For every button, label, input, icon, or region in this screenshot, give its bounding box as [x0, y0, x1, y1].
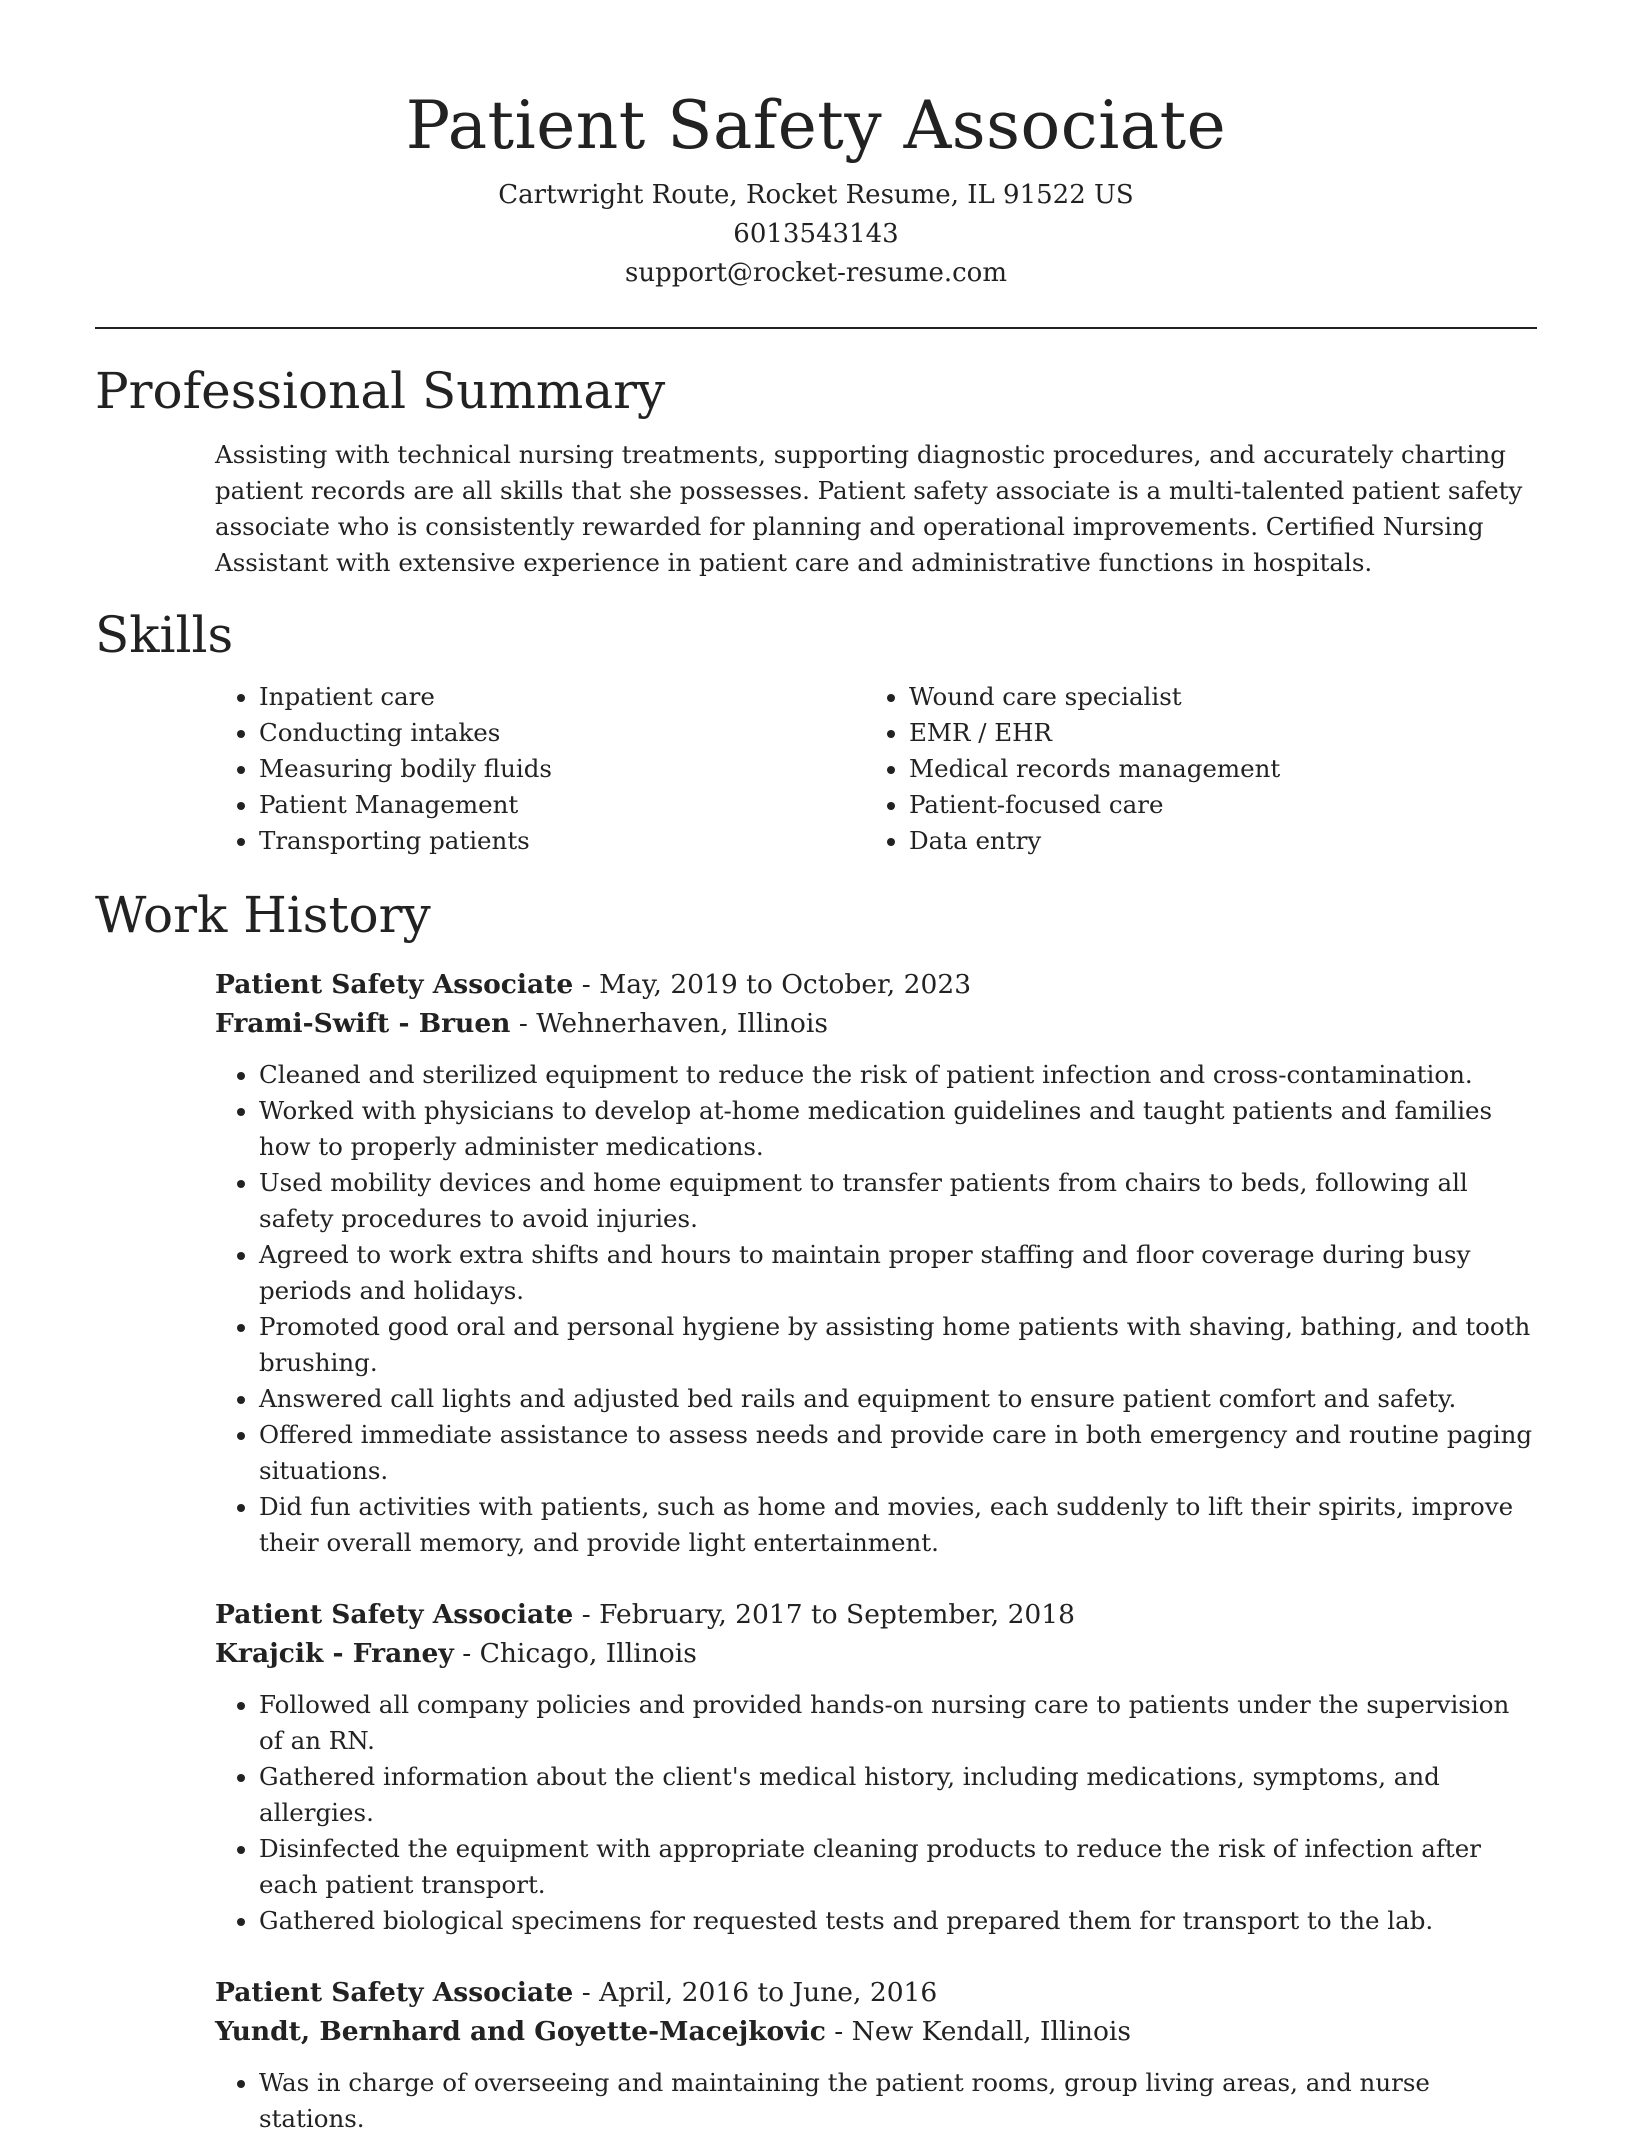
job-location: - Wehnerhaven, Illinois	[510, 1008, 828, 1039]
resume-header	[95, 0, 1537, 293]
skill-item: • Patient-focused care	[909, 787, 1280, 823]
skill-item: • EMR / EHR	[909, 715, 1280, 751]
skill-item: • Data entry	[909, 823, 1280, 859]
job-title-line	[215, 1595, 1537, 1634]
job-company-line	[215, 2012, 1537, 2051]
candidate-name: Patient Safety Associate	[405, 87, 1227, 164]
contact-info	[95, 176, 1537, 293]
header-divider	[95, 327, 1537, 329]
skill-item: • Inpatient care	[259, 679, 865, 715]
skill-item: • Wound care specialist	[909, 679, 1280, 715]
job-bullet: • Worked with physicians to develop at-home medication guidelines and taught patients and families how to properly administer medications.	[259, 1093, 1537, 1165]
job-bullet: • Disinfected the equipment with appropriate cleaning products to reduce the risk of infection after each patient transport.	[259, 1831, 1537, 1903]
job-company-line	[215, 1634, 1537, 1673]
job-bullet: • Cleaned and sterilized equipment to reduce the risk of patient infection and cross-contamination.	[259, 1057, 1537, 1093]
skill-item: • Conducting intakes	[259, 715, 865, 751]
job-bullet: • Agreed to work extra shifts and hours to maintain proper staffing and floor coverage during busy periods and holidays.	[259, 1237, 1537, 1309]
resume-page	[95, 0, 1537, 2137]
job-company: Yundt, Bernhard and Goyette-Macejkovic	[215, 2016, 826, 2047]
job-company: Krajcik - Franey	[215, 1638, 454, 1669]
contact-phone: 6013543143	[733, 219, 899, 249]
job-bullet: • Used mobility devices and home equipment to transfer patients from chairs to beds, following all safety procedures to avoid injuries.	[259, 1165, 1537, 1237]
job-role: Patient Safety Associate	[215, 1599, 574, 1630]
skill-item: • Transporting patients	[259, 823, 865, 859]
job-bullet: • Followed all company policies and provided hands-on nursing care to patients under the supervision of an RN.	[259, 1687, 1537, 1759]
job-bullet: • Gathered information about the client's medical history, including medications, symptoms, and allergies.	[259, 1759, 1537, 1831]
job-bullet: • Answered call lights and adjusted bed rails and equipment to ensure patient comfort and safety.	[259, 1381, 1537, 1417]
job-company: Frami-Swift - Bruen	[215, 1008, 511, 1039]
job-bullets	[215, 2065, 1537, 2137]
work-history-heading: Work History	[95, 886, 431, 944]
job-bullet: • Did fun activities with patients, such as home and movies, each suddenly to lift their spirits, improve their overall memory, and provide light entertainment.	[259, 1489, 1537, 1561]
job-bullets	[215, 1057, 1537, 1561]
job-bullet: • Gathered biological specimens for requested tests and prepared them for transport to the lab.	[259, 1903, 1537, 1939]
job-bullets	[215, 1687, 1537, 1939]
job-bullet: • Promoted good oral and personal hygiene by assisting home patients with shaving, bathing, and tooth brushing.	[259, 1309, 1537, 1381]
skills-list	[215, 679, 1537, 859]
summary-paragraph: Assisting with technical nursing treatments, supporting diagnostic procedures, and accurately charting patient records are all skills that she possesses. Patient safety associate is a multi-talented patient safety associate who is consistently rewarded for planning and operational improvements. Certified Nursing Assistant with extensive experience in patient care and administrative functions in hospitals.	[215, 440, 1523, 577]
skill-item: • Patient Management	[259, 787, 865, 823]
skills-heading: Skills	[95, 606, 234, 664]
skills-column-right	[865, 679, 1280, 859]
job-entry	[215, 965, 1537, 1561]
contact-address: Cartwright Route, Rocket Resume, IL 91522 US	[498, 180, 1134, 210]
job-dates: - May, 2019 to October, 2023	[573, 969, 972, 1000]
summary-heading: Professional Summary	[95, 362, 666, 420]
job-bullet: • Offered immediate assistance to assess needs and provide care in both emergency and routine paging situations.	[259, 1417, 1537, 1489]
job-role: Patient Safety Associate	[215, 1977, 574, 2008]
job-title-line	[215, 965, 1537, 1004]
job-entry	[215, 1595, 1537, 1939]
job-location: - New Kendall, Illinois	[825, 2016, 1132, 2047]
job-dates: - April, 2016 to June, 2016	[573, 1977, 938, 2008]
job-entry	[215, 1973, 1537, 2137]
skills-column-left	[215, 679, 865, 859]
job-location: - Chicago, Illinois	[453, 1638, 697, 1669]
contact-email: support@rocket-resume.com	[624, 258, 1007, 288]
job-title-line	[215, 1973, 1537, 2012]
job-bullet: • Was in charge of overseeing and maintaining the patient rooms, group living areas, and nurse stations.	[259, 2065, 1537, 2137]
skill-item: • Measuring bodily fluids	[259, 751, 865, 787]
job-role: Patient Safety Associate	[215, 969, 574, 1000]
job-dates: - February, 2017 to September, 2018	[573, 1599, 1076, 1630]
skill-item: • Medical records management	[909, 751, 1280, 787]
job-company-line	[215, 1004, 1537, 1043]
